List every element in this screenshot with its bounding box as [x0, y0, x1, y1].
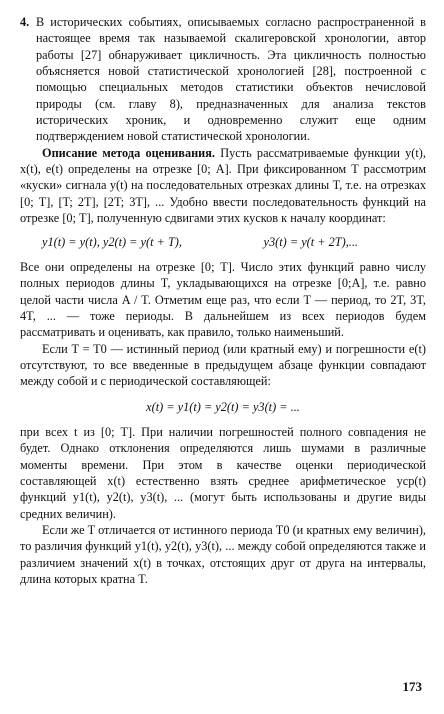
method-description-text: Пусть рассматриваемые функции y(t), x(t), e(t) определены на отрезке [0; A]. При фиксированном T рассмотрим «куски» сигнала y(t) на последовательных отрезках длины T, т.е. на отрезках [0; T], [T; 2T], [2T; 3T], ... Удобно ввести последовательность функций на отрезке [0; T], полученную сдвигами этих кусков к началу координат: — [20, 145, 426, 226]
formula-shifted-functions — [20, 234, 426, 250]
method-description-paragraph — [20, 145, 426, 227]
numbered-item-4 — [20, 14, 426, 145]
page-number: 173 — [402, 679, 422, 694]
formula-right: y3(t) = y(t + 2T),... — [263, 235, 358, 250]
item-number: 4. — [20, 15, 30, 29]
section-heading: Описание метода оценивания. — [42, 145, 215, 160]
paragraph-functions-count: Все они определены на отрезке [0; T]. Число этих функций равно числу полных периодов длины T, укладывающихся на отрезке [0;A], т.е. равно целой части числа A / T. Отметим еще раз, что если T — период, то 2T, 3T, 4T, ... — тоже периоды. В дальнейшем из всех периодов будем рассматривать и оценивать, как правило, только наименьший. — [20, 259, 426, 340]
formula-left: y1(t) = y(t), y2(t) = y(t + T), — [42, 235, 182, 250]
paragraph-errors: при всех t из [0; T]. При наличии погрешностей полного совпадения не будет. Однако отклонения определяются лишь шумами в различные моменты времени. При этом в качестве оценки периодической составляющей x(t) естественно взять среднее арифметическое yср(t) функций y1(t), y2(t), y3(t), ... (могут быть использованы и другие виды средних величин). — [20, 424, 426, 521]
paragraph-true-period: Если T = T0 — истинный период (или кратный ему) и погрешности e(t) отсутствуют, то все введенные в предыдущем абзаце функции совпадают между собой и с периодической составляющей: — [20, 341, 426, 389]
paragraph-period-difference: Если же T отличается от истинного периода T0 (и кратных ему величин), то различия функций y1(t), y2(t), y3(t), ... между собой определяются также и различием значений x(t) в точках, отстоящих друг от друга на интервалы, длина которых кратна T. — [20, 522, 426, 586]
formula-equality: x(t) = y1(t) = y2(t) = y3(t) = ... — [146, 399, 300, 414]
item-text: В исторических событиях, описываемых согласно распространенной в настоящее время так называемой скалигеровской хронологии, автор работы [27] обнаруживает цикличность. Эта цикличность полностью объясняется новой статистической хронологией [28], построенной с помощью специальных методов статистики объектов нечисловой природы (см. главу 8), предназначенных для анализа текстов исторических хроник, и одновременно служит еще одним подтверждением новой статистической хронологии. — [36, 15, 426, 144]
